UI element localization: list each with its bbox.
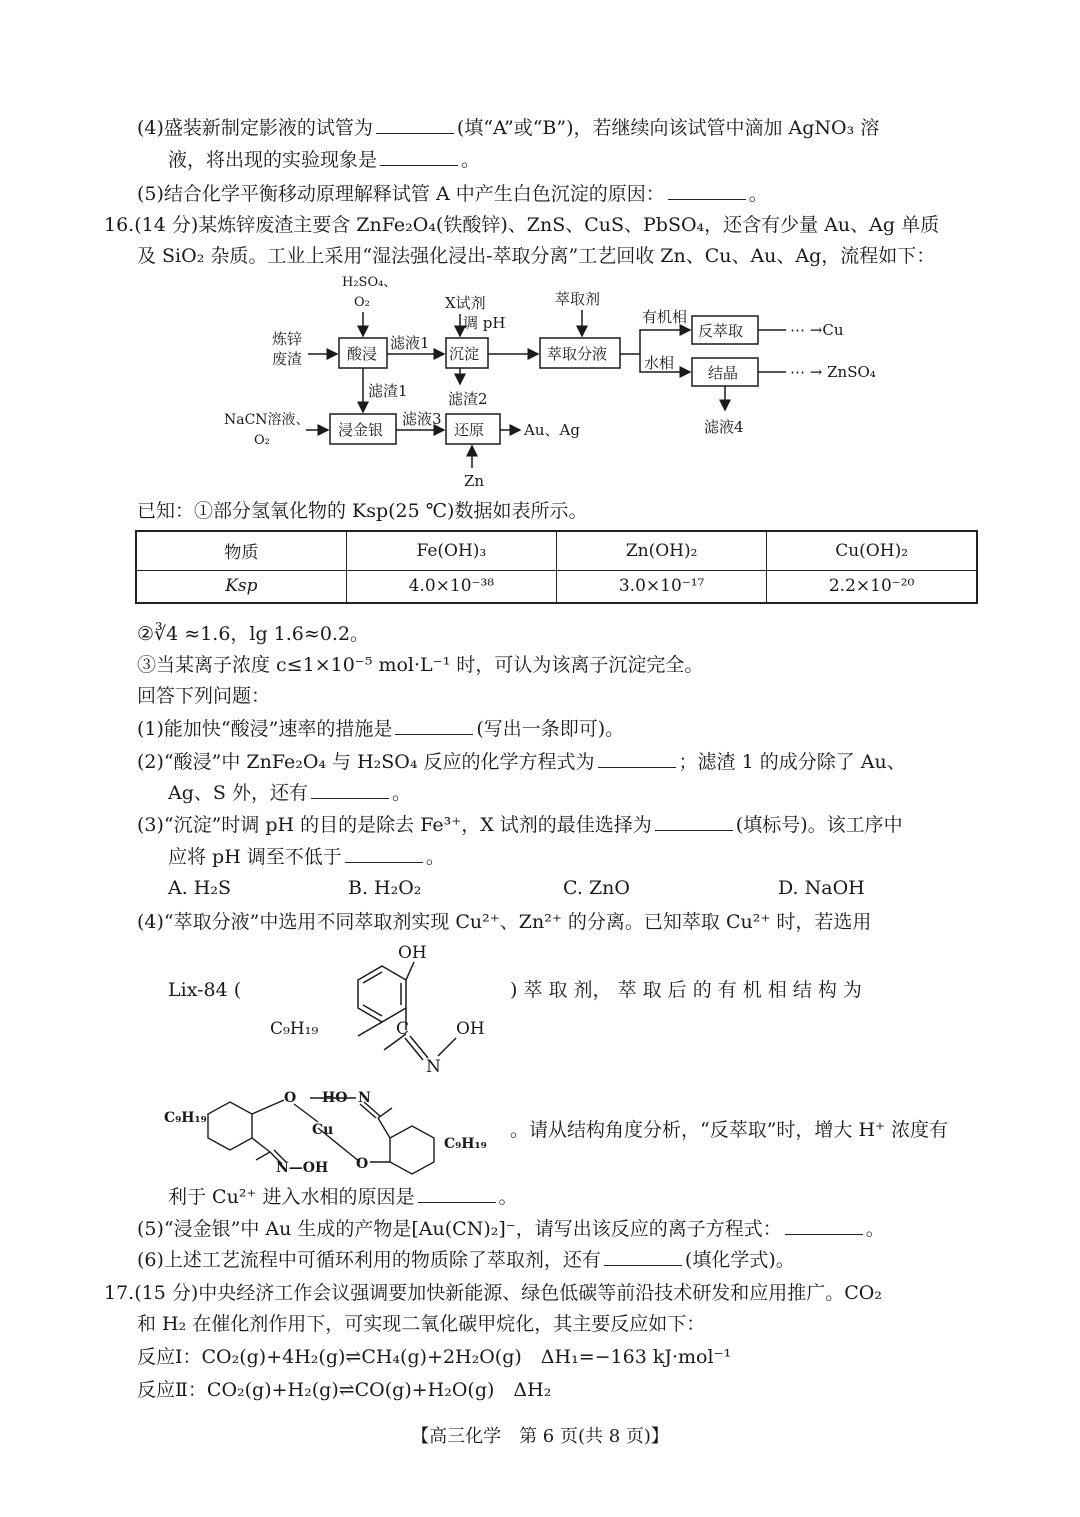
feed-label: 炼锌 bbox=[272, 330, 303, 348]
process-flow-diagram bbox=[220, 272, 920, 494]
c9h19-left-label: C₉H₁₉ bbox=[164, 1110, 207, 1126]
table-header-cell: Zn(OH)₂ bbox=[557, 531, 767, 570]
answer-blank[interactable] bbox=[311, 780, 389, 799]
filtrate4-label: 滤液4 bbox=[704, 418, 744, 436]
answer-blank[interactable] bbox=[604, 1247, 682, 1266]
answer-blank[interactable] bbox=[380, 147, 458, 166]
q16-part1: (1)能加快“酸浸”速率的措施是 (写出一条即可)。 bbox=[137, 718, 625, 740]
q15-part5: (5)结合化学平衡移动原理解释试管 A 中产生白色沉淀的原因： 。 bbox=[137, 183, 768, 205]
page-footer: 【高三化学 第 6 页(共 8 页)】 bbox=[411, 1426, 669, 1447]
q16-part5: (5)“浸金银”中 Au 生成的产物是[Au(CN)₂]⁻，请写出该反应的离子方程式： 。 bbox=[137, 1218, 885, 1240]
q16-part4-line3: 利于 Cu²⁺ 进入水相的原因是 。 bbox=[168, 1186, 518, 1208]
n-label: N bbox=[426, 1057, 441, 1076]
q16-part4-line1: (4)“萃取分液”中选用不同萃取剂实现 Cu²⁺、Zn²⁺ 的分离。已知萃取 Cu²⁺ 时，若选用 bbox=[137, 911, 872, 933]
q15-part4-line1: (4)盛装新制定影液的试管为 (填“A”或“B”)，若继续向该试管中滴加 AgNO₃ 溶 bbox=[137, 117, 880, 139]
option-c[interactable]: C. ZnO bbox=[563, 877, 630, 899]
filtrate3-label: 滤液3 bbox=[402, 410, 442, 428]
feed-label-2: 废渣 bbox=[272, 350, 303, 368]
ksp-table bbox=[135, 530, 978, 604]
q16-intro-line1: 16.(14 分)某炼锌废渣主要含 ZnFe₂O₄(铁酸锌)、ZnS、CuS、PbSO₄，还含有少量 Au、Ag 单质 bbox=[104, 214, 940, 236]
cu-product-label: ⋯ →Cu bbox=[790, 321, 844, 339]
lix84-after-text: ) 萃 取 剂， 萃 取 后 的 有 机 相 结 构 为 bbox=[510, 979, 862, 1001]
o-bottom-label: O bbox=[356, 1156, 369, 1172]
organic-phase-label: 有机相 bbox=[642, 308, 688, 326]
residue1-label: 滤渣1 bbox=[368, 382, 408, 400]
lix84-label: Lix-84 ( bbox=[168, 979, 242, 1001]
c9h19-label: C₉H₁₉ bbox=[270, 1019, 319, 1039]
x-reagent-label: X试剂 bbox=[445, 294, 486, 312]
q17-reaction2: 反应Ⅱ：CO₂(g)+H₂(g)⇌CO(g)+H₂O(g) ΔH₂ bbox=[137, 1379, 552, 1401]
answer-blank[interactable] bbox=[345, 844, 423, 863]
nacn-o2-label: O₂ bbox=[254, 433, 270, 448]
table-header-row bbox=[136, 531, 977, 570]
option-b[interactable]: B. H₂O₂ bbox=[348, 877, 422, 899]
zn-label: Zn bbox=[464, 472, 485, 490]
q16-part4-line2: 。请从结构角度分析，“反萃取”时，增大 H⁺ 浓度有 bbox=[510, 1119, 949, 1141]
leach-gold-label: 浸金银 bbox=[338, 421, 384, 439]
q17-reaction1: 反应Ⅰ：CO₂(g)+4H₂(g)⇌CH₄(g)+2H₂O(g) ΔH₁=−163 kJ·mol⁻¹ bbox=[137, 1346, 732, 1368]
acid-leach-label: 酸浸 bbox=[347, 345, 378, 363]
q15-part4-line2: 液，将出现的实验现象是 。 bbox=[168, 149, 481, 171]
q16-part6: (6)上述工艺流程中可循环利用的物质除了萃取剂，还有 (填化学式)。 bbox=[137, 1249, 795, 1271]
q16-part2-line2: Ag、S 外，还有 。 bbox=[168, 782, 411, 804]
lix84-structure bbox=[262, 938, 502, 1076]
acid-reagent-2: O₂ bbox=[354, 295, 370, 310]
oh2-label: OH bbox=[456, 1019, 485, 1039]
aqueous-phase-label: 水相 bbox=[644, 354, 675, 372]
crystal-label: 结晶 bbox=[708, 364, 739, 382]
answer-blank[interactable] bbox=[418, 1184, 496, 1203]
n-top-label: N bbox=[358, 1090, 371, 1106]
answer-blank[interactable] bbox=[668, 181, 746, 200]
q16-part3-line1: (3)“沉淀”时调 pH 的目的是除去 Fe³⁺，X 试剂的最佳选择为 (填标号)。该工序中 bbox=[137, 814, 903, 836]
known-3: ③当某离子浓度 c≤1×10⁻⁵ mol·L⁻¹ 时，可认为该离子沉淀完全。 bbox=[137, 654, 704, 676]
table-row-label: Ksp bbox=[136, 570, 346, 603]
o-top-label: O bbox=[284, 1090, 297, 1106]
answer-blank[interactable] bbox=[376, 115, 454, 134]
reduce-label: 还原 bbox=[454, 421, 485, 439]
q17-intro-line2: 和 H₂ 在催化剂作用下，可实现二氧化碳甲烷化，其主要反应如下： bbox=[137, 1313, 706, 1335]
q16-part3-line2: 应将 pH 调至不低于 。 bbox=[168, 846, 445, 868]
acid-reagent: H₂SO₄、 bbox=[342, 275, 397, 290]
known-1: 已知：①部分氢氧化物的 Ksp(25 ℃)数据如表所示。 bbox=[137, 500, 588, 522]
copper-complex-structure bbox=[160, 1082, 510, 1178]
table-cell: 2.2×10⁻²⁰ bbox=[767, 570, 977, 603]
nacn-label: NaCN溶液、 bbox=[224, 412, 310, 428]
table-row bbox=[136, 570, 977, 603]
answer-blank[interactable] bbox=[655, 812, 733, 831]
answer-blank[interactable] bbox=[785, 1216, 863, 1235]
extractant-label: 萃取剂 bbox=[555, 290, 601, 308]
znso4-product-label: ⋯ → ZnSO₄ bbox=[790, 363, 876, 381]
au-ag-product-label: Au、Ag bbox=[524, 421, 580, 439]
back-extract-label: 反萃取 bbox=[698, 322, 744, 340]
q16-intro-line2: 及 SiO₂ 杂质。工业上采用“湿法强化浸出-萃取分离”工艺回收 Zn、Cu、Au、Ag，流程如下： bbox=[137, 245, 936, 267]
noh-label: N—OH bbox=[276, 1160, 329, 1176]
oh-label: OH bbox=[398, 943, 427, 963]
ho-label: HO bbox=[322, 1090, 348, 1106]
q17-intro-line1: 17.(15 分)中央经济工作会议强调要加快新能源、绿色低碳等前沿技术研发和应用推广。CO₂ bbox=[104, 1282, 882, 1304]
option-a[interactable]: A. H₂S bbox=[168, 877, 232, 899]
extract-label: 萃取分液 bbox=[547, 345, 608, 363]
table-cell: 4.0×10⁻³⁸ bbox=[346, 570, 556, 603]
residue2-label: 滤渣2 bbox=[448, 390, 488, 408]
answer-prompt: 回答下列问题： bbox=[137, 685, 271, 707]
precip-label: 沉淀 bbox=[449, 345, 480, 363]
filtrate1-label: 滤液1 bbox=[390, 334, 430, 352]
option-d[interactable]: D. NaOH bbox=[778, 877, 865, 899]
cu-label: Cu bbox=[312, 1122, 334, 1138]
table-cell: 3.0×10⁻¹⁷ bbox=[557, 570, 767, 603]
c9h19-right-label: C₉H₁₉ bbox=[444, 1136, 487, 1152]
table-header-cell: Fe(OH)₃ bbox=[346, 531, 556, 570]
q16-part2-line1: (2)“酸浸”中 ZnFe₂O₄ 与 H₂SO₄ 反应的化学方程式为 ；滤渣 1 的成分除了 Au、 bbox=[137, 751, 906, 773]
q16-options bbox=[168, 874, 958, 902]
known-2: ②∛4 ≈1.6，lg 1.6≈0.2。 bbox=[137, 623, 370, 645]
answer-blank[interactable] bbox=[598, 749, 676, 768]
table-header-cell: 物质 bbox=[136, 531, 346, 570]
answer-blank[interactable] bbox=[395, 716, 473, 735]
adjust-ph-label: 调 pH bbox=[463, 314, 506, 332]
carbon-label: C bbox=[396, 1019, 410, 1039]
table-header-cell: Cu(OH)₂ bbox=[767, 531, 977, 570]
